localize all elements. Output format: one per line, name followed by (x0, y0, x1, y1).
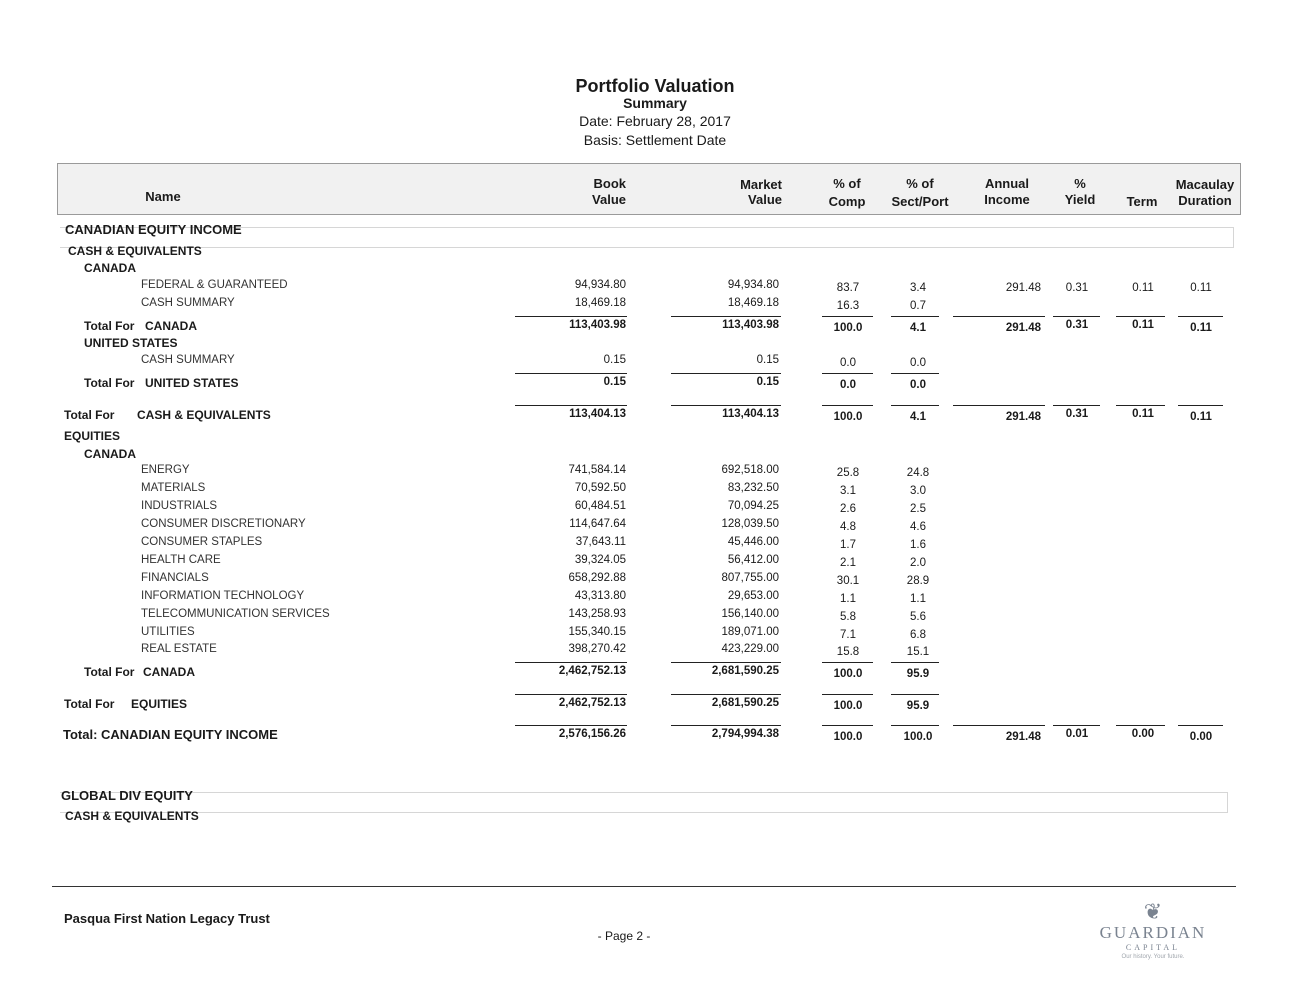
cell-market: 0.15 (756, 376, 779, 388)
cell-book: 741,584.14 (568, 464, 626, 476)
cell-comp: 100.0 (833, 322, 863, 334)
cell-sect: 4.1 (910, 411, 926, 423)
row-label: REAL ESTATE (141, 643, 217, 655)
cell-book: 70,592.50 (574, 482, 626, 494)
cell-market: 45,446.00 (727, 536, 779, 548)
total-rule (1178, 316, 1223, 317)
cell-comp: 2.6 (840, 503, 856, 515)
col-book-header-line2: Value (592, 192, 626, 207)
cell-book: 2,576,156.26 (558, 728, 626, 740)
cell-income: 291.48 (1005, 322, 1041, 334)
total-rule (822, 662, 873, 663)
cell-market: 18,469.18 (727, 297, 779, 309)
total-rule (1053, 725, 1100, 726)
page-number: - Page 2 - (597, 929, 651, 943)
total-rule (822, 316, 873, 317)
cell-term: 0.11 (1132, 282, 1154, 294)
cell-market: 423,229.00 (721, 643, 779, 655)
total-rule (671, 316, 781, 317)
cell-market: 56,412.00 (727, 554, 779, 566)
cell-dur: 0.00 (1189, 731, 1213, 743)
cell-market: 189,071.00 (721, 626, 779, 638)
total-prefix: Total For (84, 665, 135, 679)
cell-comp: 25.8 (836, 467, 860, 479)
report-date: Date: February 28, 2017 (579, 113, 731, 129)
total-rule (1053, 316, 1100, 317)
cell-book: 2,462,752.13 (558, 697, 626, 709)
total-rule (671, 373, 781, 374)
total-rule (953, 725, 1045, 726)
cell-sect: 95.9 (906, 668, 930, 680)
col-book-header-line1: Book (593, 176, 626, 191)
cell-term: 0.11 (1132, 319, 1154, 331)
cell-market: 70,094.25 (727, 500, 779, 512)
total-rule (953, 316, 1045, 317)
cell-market: 156,140.00 (721, 608, 779, 620)
cell-comp: 100.0 (833, 411, 863, 423)
cell-comp: 0.0 (840, 379, 856, 391)
total-prefix: Total For (64, 408, 115, 422)
group-label: CASH & EQUIVALENTS (65, 809, 199, 823)
cell-book: 398,270.42 (568, 643, 626, 655)
cell-market: 2,681,590.25 (711, 665, 779, 677)
cell-term: 0.11 (1132, 408, 1154, 420)
total-rule (953, 405, 1045, 406)
cell-comp: 15.8 (836, 646, 860, 658)
guardian-capital-logo (1094, 901, 1212, 962)
cell-book: 0.15 (603, 376, 626, 388)
cell-comp: 4.8 (840, 521, 856, 533)
cell-sect: 0.0 (910, 357, 926, 369)
cell-sect: 3.0 (910, 485, 926, 497)
cell-term: 0.00 (1131, 728, 1155, 740)
report-basis: Basis: Settlement Date (583, 132, 727, 148)
col-name-header: Name (145, 189, 181, 204)
cell-dur: 0.11 (1190, 411, 1212, 423)
report-subtitle: Summary (623, 95, 687, 111)
logo-tagline: Our history. Your future. (1121, 954, 1185, 960)
cell-book: 39,324.05 (574, 554, 626, 566)
cell-sect: 95.9 (906, 700, 930, 712)
cell-book: 18,469.18 (574, 297, 626, 309)
cell-book: 2,462,752.13 (558, 665, 626, 677)
cell-comp: 1.1 (840, 593, 856, 605)
total-prefix: Total For (64, 697, 115, 711)
subgroup-label: CANADA (84, 261, 136, 275)
cell-yield: 0.01 (1065, 728, 1089, 740)
cell-sect: 4.6 (910, 521, 926, 533)
total-rule (1116, 725, 1165, 726)
cell-sect: 1.6 (910, 539, 926, 551)
total-rule (671, 725, 781, 726)
cell-market: 128,039.50 (721, 518, 779, 530)
total-label: CASH & EQUIVALENTS (137, 408, 271, 422)
cell-book: 0.15 (603, 354, 626, 366)
row-label: MATERIALS (141, 482, 206, 494)
total-rule (1178, 405, 1223, 406)
row-label: CONSUMER STAPLES (141, 536, 263, 548)
cell-book: 113,403.98 (569, 319, 626, 331)
total-rule (515, 662, 627, 663)
cell-sect: 4.1 (910, 322, 926, 334)
total-rule (822, 725, 873, 726)
cell-sect: 5.6 (910, 611, 926, 623)
total-rule (891, 405, 939, 406)
cell-book: 155,340.15 (568, 626, 626, 638)
cell-book: 94,934.80 (574, 279, 626, 291)
total-rule (891, 316, 939, 317)
cell-book: 114,647.64 (569, 518, 626, 530)
col-market-header-line1: Market (740, 177, 782, 192)
col-annual-header-line1: Annual (984, 176, 1030, 191)
cell-income: 291.48 (1005, 731, 1041, 743)
cell-sect: 24.8 (906, 467, 930, 479)
cell-market: 692,518.00 (721, 464, 779, 476)
cell-market: 2,794,994.38 (711, 728, 779, 740)
cell-market: 0.15 (756, 354, 779, 366)
cell-market: 83,232.50 (727, 482, 779, 494)
total-rule (891, 725, 939, 726)
col-duration-header-line2: Duration (1178, 193, 1232, 208)
cell-book: 37,643.11 (575, 536, 626, 548)
cell-dur: 0.11 (1190, 322, 1212, 334)
cell-comp: 2.1 (840, 557, 856, 569)
row-label: ENERGY (141, 464, 190, 476)
cell-comp: 100.0 (833, 731, 863, 743)
client-name: Pasqua First Nation Legacy Trust (64, 911, 270, 926)
section-total-label: Total: CANADIAN EQUITY INCOME (63, 727, 278, 742)
cell-market: 113,403.98 (722, 319, 779, 331)
row-label: CONSUMER DISCRETIONARY (141, 518, 306, 530)
total-rule (671, 662, 781, 663)
total-label: UNITED STATES (145, 376, 239, 390)
cell-sect: 6.8 (910, 629, 926, 641)
cell-comp: 1.7 (840, 539, 856, 551)
cell-sect: 0.7 (910, 300, 926, 312)
row-label: FEDERAL & GUARANTEED (141, 279, 288, 291)
row-label: CASH SUMMARY (141, 297, 235, 309)
total-prefix: Total For (84, 319, 135, 333)
cell-sect: 28.9 (906, 575, 930, 587)
cell-book: 43,313.80 (574, 590, 626, 602)
total-rule (671, 694, 781, 695)
col-comp-header-line2: Comp (828, 194, 866, 209)
footer-rule (52, 886, 1236, 887)
cell-sect: 100.0 (903, 731, 933, 743)
col-market-header-line2: Value (748, 192, 782, 207)
col-term-header: Term (1126, 194, 1158, 209)
cell-comp: 16.3 (836, 300, 860, 312)
total-rule (515, 694, 627, 695)
total-label: EQUITIES (131, 697, 188, 711)
cell-market: 807,755.00 (721, 572, 779, 584)
total-rule (1178, 725, 1223, 726)
col-annual-header-line2: Income (984, 192, 1030, 207)
cell-book: 658,292.88 (568, 572, 626, 584)
total-label: CANADA (145, 319, 197, 333)
group-label: EQUITIES (64, 429, 121, 443)
cell-comp: 83.7 (836, 282, 860, 294)
cell-sect: 0.0 (910, 379, 926, 391)
report-title: Portfolio Valuation (575, 76, 735, 96)
total-prefix: Total For (84, 376, 135, 390)
cell-sect: 3.4 (910, 282, 926, 294)
cell-sect: 2.0 (910, 557, 926, 569)
total-rule (671, 405, 781, 406)
col-sect-header-line2: Sect/Port (891, 194, 949, 209)
cell-yield: 0.31 (1065, 319, 1089, 331)
cell-comp: 30.1 (836, 575, 860, 587)
total-rule (891, 694, 939, 695)
col-comp-header-line1: % of (833, 176, 861, 191)
total-rule (891, 662, 939, 663)
total-rule (515, 316, 627, 317)
cell-comp: 5.8 (840, 611, 856, 623)
col-sect-header-line1: % of (906, 176, 934, 191)
cell-income: 291.48 (1005, 411, 1041, 423)
row-label: CASH SUMMARY (141, 354, 235, 366)
row-label: INDUSTRIALS (141, 500, 218, 512)
section-title: GLOBAL DIV EQUITY (61, 788, 193, 803)
logo-subword: CAPITAL (1125, 943, 1181, 952)
total-rule (822, 373, 873, 374)
col-duration-header-line1: Macaulay (1175, 177, 1235, 192)
section-title: CANADIAN EQUITY INCOME (65, 222, 242, 237)
cell-book: 113,404.13 (569, 408, 626, 420)
row-label: UTILITIES (141, 626, 195, 638)
cell-comp: 0.0 (840, 357, 856, 369)
cell-comp: 100.0 (833, 700, 863, 712)
total-rule (891, 373, 939, 374)
row-label: INFORMATION TECHNOLOGY (141, 590, 305, 602)
row-label: FINANCIALS (141, 572, 209, 584)
cell-market: 94,934.80 (727, 279, 779, 291)
cell-book: 60,484.51 (574, 500, 626, 512)
griffin-icon: ❦ (1143, 899, 1163, 924)
cell-sect: 2.5 (910, 503, 926, 515)
cell-sect: 1.1 (910, 593, 926, 605)
cell-market: 29,653.00 (727, 590, 779, 602)
total-rule (822, 405, 873, 406)
group-label: CASH & EQUIVALENTS (68, 244, 202, 258)
subgroup-label: CANADA (84, 447, 136, 461)
col-yield-header-line2: Yield (1064, 192, 1096, 207)
cell-dur: 0.11 (1190, 282, 1212, 294)
cell-market: 2,681,590.25 (711, 697, 779, 709)
total-rule (515, 725, 627, 726)
total-rule (1116, 405, 1165, 406)
total-rule (515, 405, 627, 406)
logo-wordmark: GUARDIAN (1099, 923, 1207, 942)
cell-book: 143,258.93 (568, 608, 626, 620)
cell-sect: 15.1 (906, 646, 930, 658)
cell-yield: 0.31 (1065, 408, 1089, 420)
row-label: HEALTH CARE (141, 554, 221, 566)
col-yield-header-line1: % (1074, 176, 1086, 191)
total-label: CANADA (143, 665, 195, 679)
row-label: TELECOMMUNICATION SERVICES (141, 608, 330, 620)
cell-income: 291.48 (1005, 282, 1041, 294)
section-band (60, 792, 1228, 813)
total-rule (515, 373, 627, 374)
cell-comp: 7.1 (840, 629, 856, 641)
total-rule (822, 694, 873, 695)
cell-comp: 3.1 (840, 485, 856, 497)
cell-comp: 100.0 (833, 668, 863, 680)
subgroup-label: UNITED STATES (84, 336, 178, 350)
cell-market: 113,404.13 (722, 408, 779, 420)
cell-yield: 0.31 (1065, 282, 1089, 294)
total-rule (1053, 405, 1100, 406)
total-rule (1116, 316, 1165, 317)
